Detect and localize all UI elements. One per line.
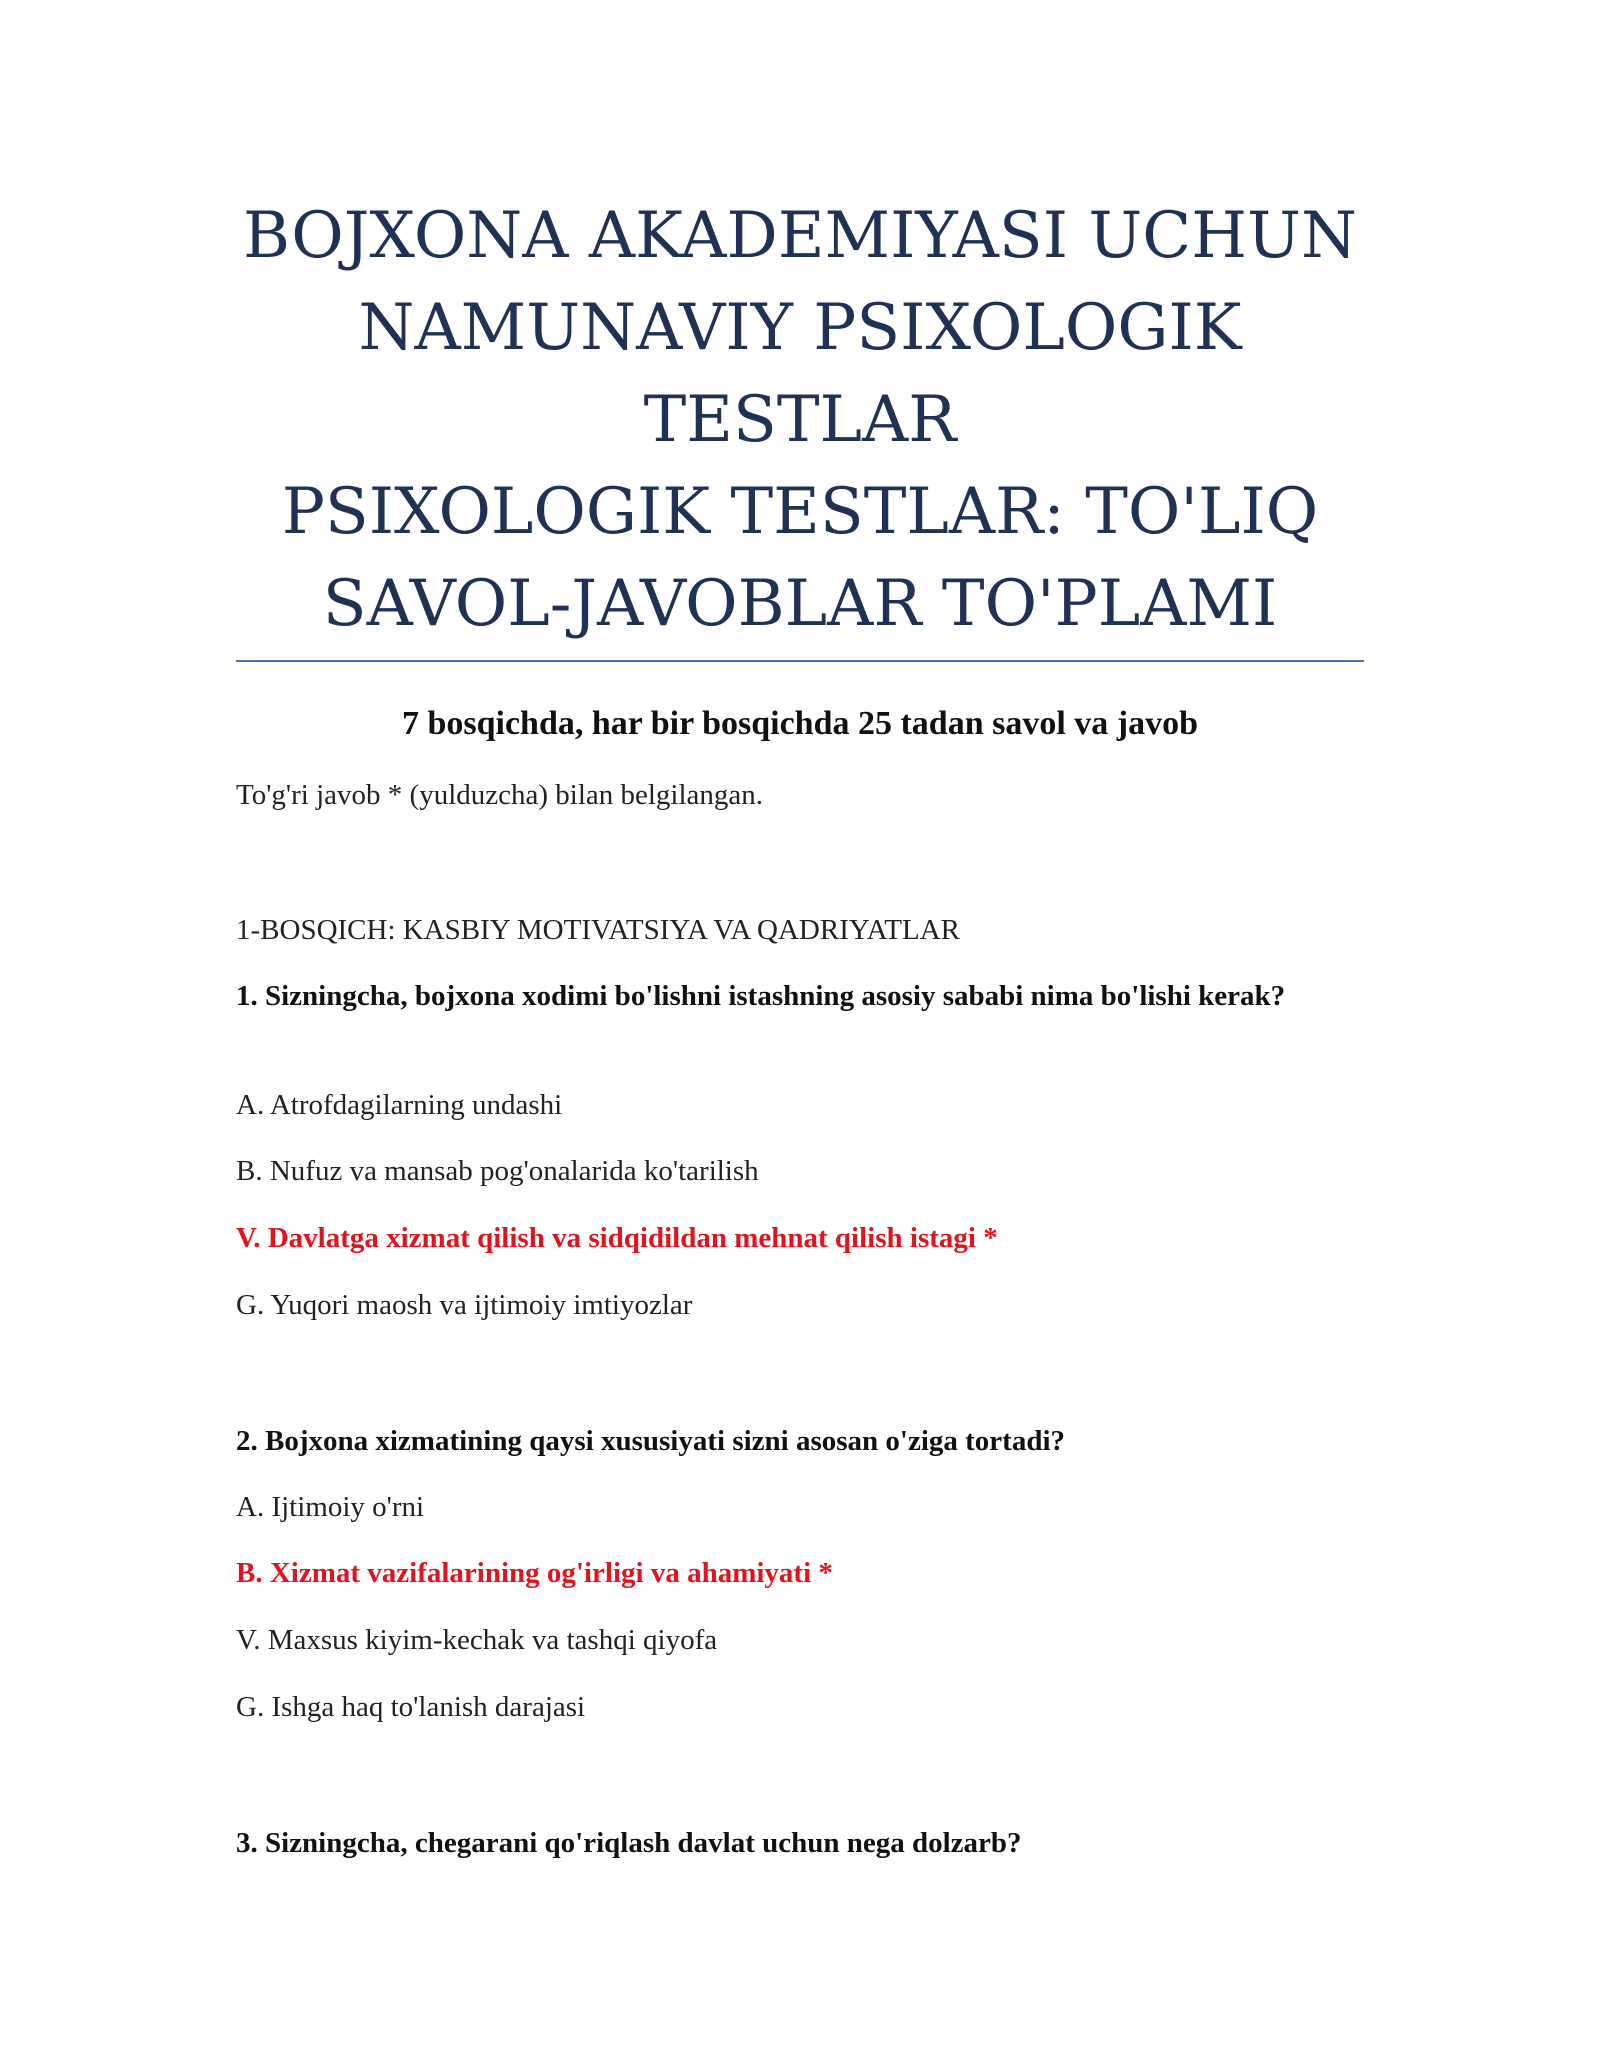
title-divider bbox=[236, 660, 1364, 662]
correct-answer-option: V. Davlatga xizmat qilish va sidqidildan mehnat qilish istagi * bbox=[236, 1222, 998, 1254]
document-title bbox=[236, 190, 1364, 650]
title-line: SAVOL-JAVOBLAR TO'PLAMI bbox=[322, 567, 1278, 641]
title-line: PSIXOLOGIK TESTLAR: TO'LIQ bbox=[281, 475, 1319, 549]
correct-answer-option: B. Xizmat vazifalarining og'irligi va ahamiyati * bbox=[236, 1557, 833, 1589]
answer-option: V. Maxsus kiyim-kechak va tashqi qiyofa bbox=[236, 1624, 718, 1656]
question-text: 1. Sizningcha, bojxona xodimi bo'lishni istashning asosiy sababi nima bo'lishi kerak? bbox=[236, 980, 1286, 1012]
answer-option: B. Nufuz va mansab pog'onalarida ko'tarilish bbox=[236, 1155, 759, 1187]
section-heading: 1-BOSQICH: KASBIY MOTIVATSIYA VA QADRIYATLAR bbox=[236, 914, 961, 946]
title-line: BOJXONA AKADEMIYASI UCHUN bbox=[243, 199, 1357, 273]
title-line: TESTLAR bbox=[643, 383, 957, 457]
answer-option: G. Ishga haq to'lanish darajasi bbox=[236, 1691, 586, 1723]
document-subtitle: 7 bosqichda, har bir bosqichda 25 tadan savol va javob bbox=[401, 705, 1199, 742]
answer-key-note: To'g'ri javob * (yulduzcha) bilan belgilangan. bbox=[236, 779, 764, 811]
title-line: NAMUNAVIY PSIXOLOGIK bbox=[358, 291, 1242, 365]
question-text: 3. Sizningcha, chegarani qo'riqlash davlat uchun nega dolzarb? bbox=[236, 1827, 1022, 1859]
answer-option: A. Ijtimoiy o'rni bbox=[236, 1491, 425, 1523]
question-text: 2. Bojxona xizmatining qaysi xususiyati sizni asosan o'ziga tortadi? bbox=[236, 1425, 1066, 1457]
answer-option: A. Atrofdagilarning undashi bbox=[236, 1089, 563, 1121]
answer-option: G. Yuqori maosh va ijtimoiy imtiyozlar bbox=[236, 1289, 693, 1321]
